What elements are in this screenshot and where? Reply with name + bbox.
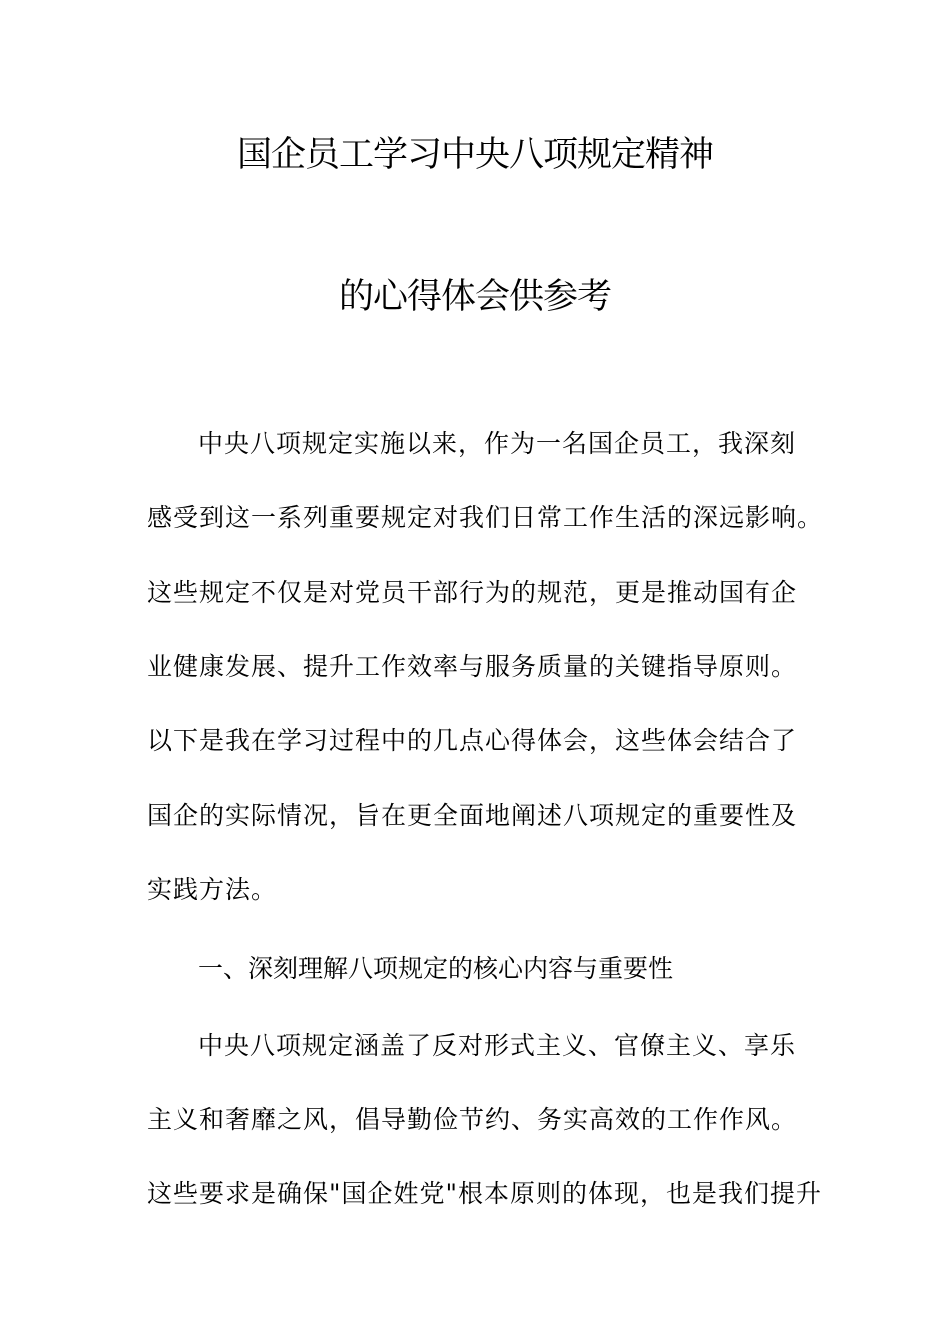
paragraph-2-line: 主义和奢靡之风，倡导勤俭节约、务实高效的工作作风。 bbox=[147, 1105, 798, 1134]
paragraph-1-line: 中央八项规定实施以来，作为一名国企员工，我深刻 bbox=[198, 429, 797, 458]
paragraph-1-line: 国企的实际情况，旨在更全面地阐述八项规定的重要性及 bbox=[147, 801, 798, 830]
paragraph-1-line: 感受到这一系列重要规定对我们日常工作生活的深远影响。 bbox=[147, 503, 824, 532]
paragraph-1-line: 实践方法。 bbox=[147, 875, 278, 904]
paragraph-1-line: 以下是我在学习过程中的几点心得体会，这些体会结合了 bbox=[147, 726, 798, 755]
paragraph-2-line: 这些要求是确保"国企姓党"根本原则的体现，也是我们提升 bbox=[147, 1179, 823, 1208]
paragraph-1-line: 业健康发展、提升工作效率与服务质量的关键指导原则。 bbox=[147, 652, 798, 681]
section-heading-1: 一、深刻理解八项规定的核心内容与重要性 bbox=[198, 954, 674, 983]
paragraph-1-line: 这些规定不仅是对党员干部行为的规范，更是推动国有企 bbox=[147, 578, 798, 607]
document-title-line-1: 国企员工学习中央八项规定精神 bbox=[236, 135, 713, 175]
paragraph-2-line: 中央八项规定涵盖了反对形式主义、官僚主义、享乐 bbox=[198, 1031, 797, 1060]
document-title-line-2: 的心得体会供参考 bbox=[338, 277, 611, 317]
